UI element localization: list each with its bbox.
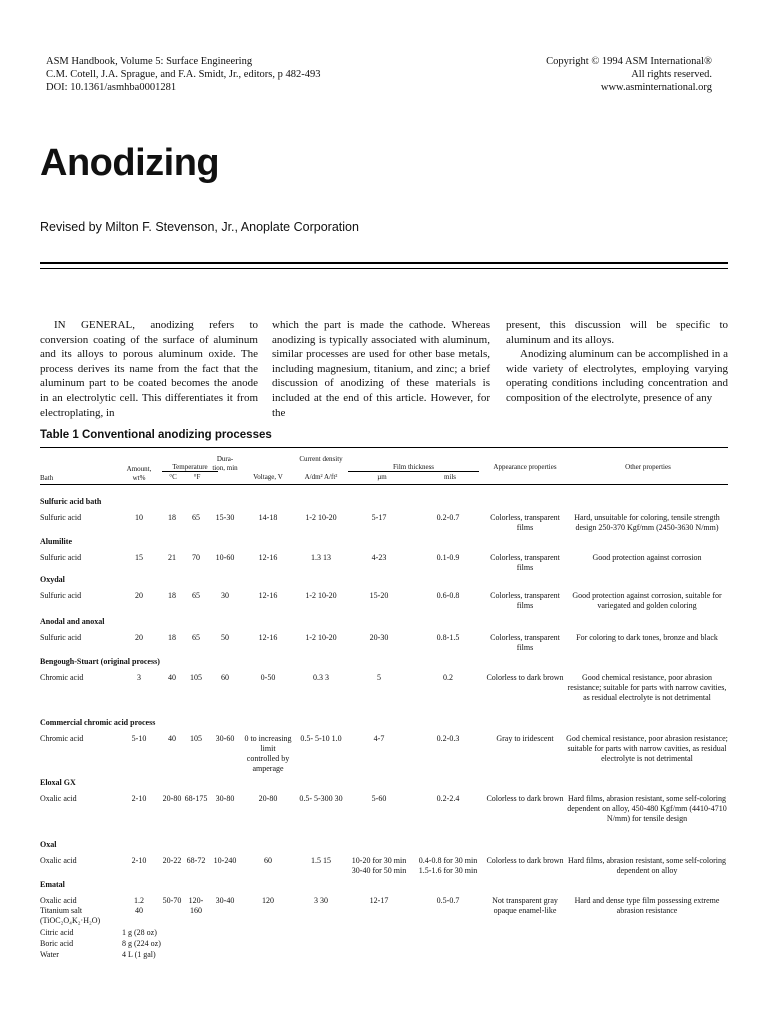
cell-other: God chemical resistance, poor abrasion resistance; suitable for parts with narrow cavities, as residual electrolyte is not detrimental <box>566 734 728 763</box>
cell-other: Hard and dense type film possessing extreme abrasion resistance <box>574 896 720 915</box>
rights-line: All rights reserved. <box>631 69 712 80</box>
header-fahrenheit: °F <box>193 473 201 481</box>
group-name: Oxal <box>40 840 57 849</box>
ematal-component: Water <box>40 950 59 959</box>
cell-cur: 1.5 15 <box>311 856 331 865</box>
cell-bath: Oxalic acid <box>40 794 77 803</box>
cell-bath: Chromic acid <box>40 734 84 743</box>
cell-cur: 0.3 3 <box>313 673 329 682</box>
cell-mils: 0.2-2.4 <box>436 794 460 803</box>
cell-app: Colorless to dark brown <box>486 856 564 865</box>
group-name: Eloxal GX <box>40 778 76 787</box>
cell-bath: Sulfuric acid <box>40 591 82 600</box>
citation-line-2: C.M. Cotell, J.A. Sprague, and F.A. Smidt, Jr., editors, p 482-493 <box>46 69 321 80</box>
cell-f: 68-72 <box>186 856 206 865</box>
cell-volt: 12-16 <box>258 591 278 600</box>
cell-other: For coloring to dark tones, bronze and black <box>576 633 718 642</box>
cell-app: Colorless, transparent films <box>490 591 560 610</box>
cell-volt: 12-16 <box>258 553 278 562</box>
cell-f: 68-175 <box>184 794 208 803</box>
cell-dur: 50 <box>221 633 229 642</box>
cell-bath: Sulfuric acid <box>40 513 82 522</box>
copyright-block <box>546 55 712 94</box>
ematal-amount: 8 g (224 oz) <box>122 939 161 948</box>
cell-other: Good protection against corrosion <box>592 553 702 562</box>
header-temperature: Temperature <box>172 463 208 471</box>
cell-f: 105 <box>190 673 202 682</box>
cell-mils: 0.5-0.7 <box>436 896 460 905</box>
cell-f: 105 <box>190 734 202 743</box>
cell-amount: 1.2 <box>134 896 144 905</box>
cell-volt: 12-16 <box>258 633 278 642</box>
cell-app: Colorless, transparent films <box>490 553 560 572</box>
cell-volt: 20-80 <box>258 794 278 803</box>
cell-dur: 30-80 <box>215 794 235 803</box>
header-bath: Bath <box>40 474 54 482</box>
ematal-component: Titanium salt <box>40 906 83 915</box>
divider-thick <box>40 262 728 264</box>
cell-dur: 30 <box>221 591 229 600</box>
cell-mils: 0.2-0.7 <box>436 513 460 522</box>
cell-dur: 10-240 <box>213 856 237 865</box>
ematal-component: Citric acid <box>40 928 74 937</box>
cell-volt: 14-18 <box>258 513 278 522</box>
cell-amount: 15 <box>135 553 143 562</box>
cell-c: 18 <box>168 633 176 642</box>
cell-other: Hard films, abrasion resistant, some self-coloring dependent on alloy, 450-480 Kgf/mm (4410-4710 N/mm) for tensile design <box>567 794 727 823</box>
cell-app: Not transparent gray opaque enamel-like <box>492 896 558 915</box>
author-line: Revised by Milton F. Stevenson, Jr., Anoplate Corporation <box>40 220 359 234</box>
cell-mils: 0.2 <box>443 673 453 682</box>
group-name: Sulfuric acid bath <box>40 497 102 506</box>
ematal-amount: 1 g (28 oz) <box>122 928 157 937</box>
header-other: Other properties <box>625 463 671 471</box>
table-header-rule <box>40 484 728 485</box>
cell-cur: 0.5- 5-10 1.0 <box>300 734 342 743</box>
cell-um: 12-17 <box>369 896 389 905</box>
table-caption: Table 1 Conventional anodizing processes <box>40 429 272 441</box>
body-column-3: present, this discussion will be specific to aluminum and its alloys. Anodizing aluminum can be accomplished in a wide variety of electrolytes, employing varying operating conditions including concentration and composition of the electrolyte, presence of any <box>506 319 728 404</box>
cell-dur: 30-60 <box>215 734 235 743</box>
cell-app: Colorless to dark brown <box>486 794 564 803</box>
group-name: Bengough-Stuart (original process) <box>40 657 160 666</box>
cell-amount: 10 <box>135 513 143 522</box>
cell-c: 21 <box>168 553 176 562</box>
cell-f: 65 <box>192 633 200 642</box>
cell-um: 20-30 <box>369 633 389 642</box>
citation-line-1: ASM Handbook, Volume 5: Surface Engineering <box>46 56 253 67</box>
group-name: Oxydal <box>40 575 65 584</box>
cell-bath: Sulfuric acid <box>40 633 82 642</box>
cell-mils: 0.4-0.8 for 30 min 1.5-1.6 for 30 min <box>418 856 478 875</box>
cell-volt: 0 to increasing limit controlled by amperage <box>244 734 292 773</box>
cell-f: 65 <box>192 513 200 522</box>
cell-c: 18 <box>168 513 176 522</box>
cell-dur: 30-40 <box>215 896 235 905</box>
cell-amount: 5-10 <box>131 734 147 743</box>
page-title: Anodizing <box>40 142 220 184</box>
copyright-line: Copyright © 1994 ASM International® <box>546 56 712 67</box>
cell-cur: 1-2 10-20 <box>305 633 337 642</box>
cell-app: Colorless, transparent films <box>490 513 560 532</box>
group-name: Commercial chromic acid process <box>40 718 156 727</box>
cell-amount: 2-10 <box>131 856 147 865</box>
ematal-amount: 40 <box>135 906 143 915</box>
cell-other: Hard, unsuitable for coloring, tensile strength design 250-370 Kgf/mm (2450-3630 N/mm) <box>574 513 720 532</box>
cell-dur: 15-30 <box>215 513 235 522</box>
header-duration: Dura- tion, min <box>212 455 238 472</box>
cell-bath: Oxalic acid <box>40 896 77 905</box>
cell-other: Good protection against corrosion, suitable for variegated and golden coloring <box>572 591 722 610</box>
cell-amount: 2-10 <box>131 794 147 803</box>
group-name: Anodal and anoxal <box>40 617 105 626</box>
cell-bath: Oxalic acid <box>40 856 77 865</box>
cell-f: 70 <box>192 553 200 562</box>
cell-amount: 20 <box>135 591 143 600</box>
cell-mils: 0.8-1.5 <box>436 633 460 642</box>
divider-thin <box>40 268 728 269</box>
cell-um: 5 <box>377 673 381 682</box>
header-celsius: °C <box>169 473 177 481</box>
cell-mils: 0.2-0.3 <box>436 734 460 743</box>
cell-amount: 3 <box>137 673 141 682</box>
citation-doi: DOI: 10.1361/asmhba0001281 <box>46 82 177 93</box>
cell-c: 50-70 <box>162 896 182 905</box>
cell-um: 4-23 <box>371 553 387 562</box>
cell-volt: 120 <box>262 896 274 905</box>
cell-f: 65 <box>192 591 200 600</box>
cell-um: 15-20 <box>369 591 389 600</box>
group-name: Alumilite <box>40 537 72 546</box>
cell-bath: Chromic acid <box>40 673 84 682</box>
body-column-1: IN GENERAL, anodizing refers to conversion coating of the surface of aluminum and its alloys to porous aluminum oxide. The process derives its name from the fact that the aluminum part to be coated becomes the anode in an electrolytic cell. This differentiates it from electroplating, in <box>40 319 258 419</box>
cell-c: 18 <box>168 591 176 600</box>
cell-c: 20-22 <box>162 856 182 865</box>
website-line: www.asminternational.org <box>600 82 712 93</box>
cell-um: 5-60 <box>371 794 387 803</box>
body-column-2: which the part is made the cathode. Whereas anodizing is typically associated with aluminum, similar processes are used for other base metals, including magnesium, titanium, and zinc; a brief discussion of anodizing of these materials is included at the end of this article. However, for the <box>272 319 490 419</box>
header-um: µm <box>377 473 387 481</box>
cell-um: 4-7 <box>373 734 385 743</box>
cell-dur: 10-60 <box>215 553 235 562</box>
cell-app: Gray to iridescent <box>496 734 554 743</box>
header-current-units: A/dm² A/ft² <box>304 473 338 481</box>
citation-block <box>46 55 321 94</box>
cell-other: Hard films, abrasion resistant, some self-coloring dependent on alloy <box>568 856 726 875</box>
cell-mils: 0.6-0.8 <box>436 591 460 600</box>
cell-cur: 1-2 10-20 <box>305 513 337 522</box>
cell-dur: 60 <box>221 673 229 682</box>
header-appearance: Appearance properties <box>493 463 557 471</box>
header-voltage: Voltage, V <box>253 473 283 481</box>
ematal-component: (TiOC₂O₄K₂·H₂O) <box>40 916 101 925</box>
ematal-amount: 4 L (1 gal) <box>122 950 156 959</box>
cell-c: 20-80 <box>162 794 182 803</box>
cell-bath: Sulfuric acid <box>40 553 82 562</box>
cell-volt: 0-50 <box>260 673 276 682</box>
cell-amount: 20 <box>135 633 143 642</box>
header-current: Current density <box>299 455 343 463</box>
group-name: Ematal <box>40 880 65 889</box>
header-amount: Amount, wt% <box>126 465 152 482</box>
table-top-rule <box>40 447 728 448</box>
cell-c: 40 <box>168 673 176 682</box>
film-underline <box>348 471 479 472</box>
cell-cur: 1.3 13 <box>311 553 331 562</box>
cell-volt: 60 <box>264 856 272 865</box>
cell-app: Colorless, transparent films <box>490 633 560 652</box>
cell-um: 10-20 for 30 min 30-40 for 50 min <box>351 856 407 875</box>
cell-other: Good chemical resistance, poor abrasion resistance; suitable for parts with narrow cavities, as residual electrolyte is not detrimental <box>567 673 727 702</box>
header-film: Film thickness <box>392 463 435 471</box>
cell-mils: 0.1-0.9 <box>436 553 460 562</box>
cell-cur: 0.5- 5-300 30 <box>299 794 343 803</box>
ematal-component: Boric acid <box>40 939 74 948</box>
cell-app: Colorless to dark brown <box>486 673 564 682</box>
cell-cur: 3 30 <box>314 896 328 905</box>
cell-f: 120-160 <box>188 896 204 915</box>
header-mils: mils <box>443 473 457 481</box>
cell-c: 40 <box>168 734 176 743</box>
cell-um: 5-17 <box>371 513 387 522</box>
cell-cur: 1-2 10-20 <box>305 591 337 600</box>
